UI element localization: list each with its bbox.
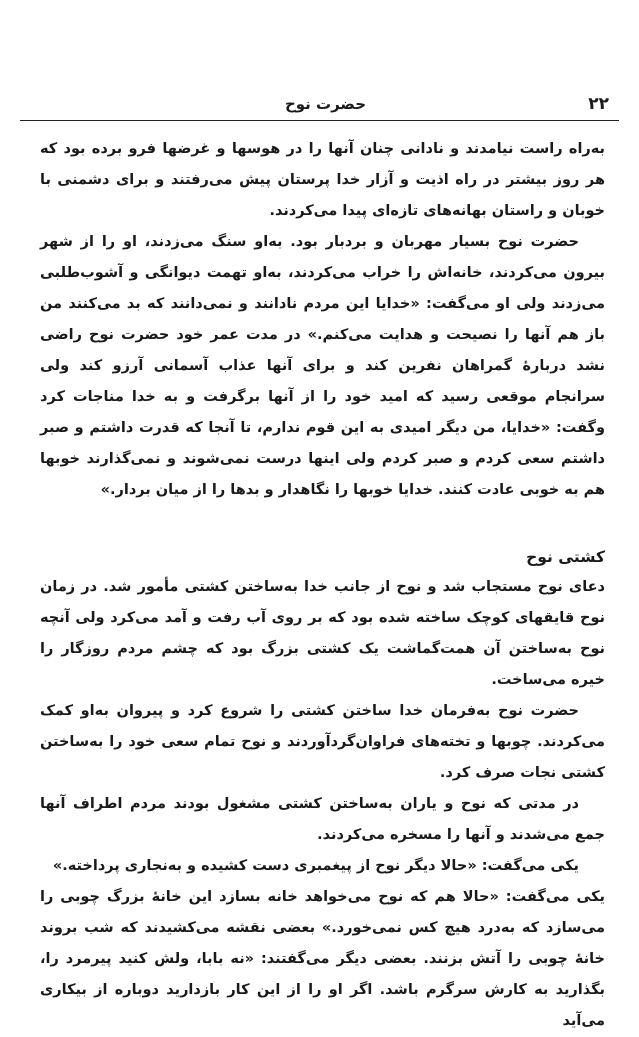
running-title: حضرت نوح bbox=[284, 95, 367, 113]
paragraph: یکی می‌گفت: «حالا دیگر نوح از پیغمبری دست کشیده و به‌نجاری پرداخته.» bbox=[52, 858, 579, 874]
running-head bbox=[42, 92, 609, 116]
paragraph: یکی می‌گفت: «حالا هم که نوح می‌خواهد خانه بسازد این خانهٔ بزرگ چوبی را می‌سازد که به‌درد هیچ کس نمی‌خورد.» بعضی نقشه می‌کشیدند که شب بروند خانهٔ چوبی را آتش بزنند. بعضی دیگر می‌گفتند: «نه بابا، ولش کنید پیرمرد را، بگذارید به کارش سرگرم باشد. اگر او را از این کار بازدارید دوباره از بیکاری می‌آید bbox=[40, 889, 605, 1029]
section-heading: کشتی نوح bbox=[526, 548, 605, 566]
page-number: ۲۲ bbox=[588, 94, 609, 114]
paragraph: در مدتی که نوح و یاران به‌ساختن کشتی مشغول بودند مردم اطراف آنها جمع می‌شدند و آنها را مسخره می‌کردند. bbox=[40, 796, 605, 843]
header-rule bbox=[20, 120, 619, 121]
body-text bbox=[40, 134, 605, 1037]
paragraph: حضرت نوح به‌فرمان خدا ساختن کشتی را شروع کرد و پیروان به‌او کمک می‌کردند. چوبها و تخته‌های فراوان‌گردآوردند و نوح تمام سعی خود را به‌ساختن کشتی نجات صرف کرد. bbox=[40, 703, 605, 781]
paragraph: دعای نوح مستجاب شد و نوح از جانب خدا به‌ساختن کشتی مأمور شد. در زمان نوح قایقهای کوچک ساخته شده بود که بر روی آب رفت و آمد می‌کرد ولی آنچه نوح به‌ساختن آن همت‌گماشت یک کشتی بزرگ بود که چشم مردم روزگار را خیره می‌ساخت. bbox=[40, 579, 605, 688]
paragraph: به‌راه راست نیامدند و نادانی چنان آنها را در هوسها و غرضها فرو برده بود که هر روز بیشتر در راه اذیت و آزار خدا پرستان پیش می‌رفتند و برای دشمنی با خوبان و راستان بهانه‌های تازه‌ای پیدا می‌کردند. bbox=[40, 141, 605, 219]
paragraph: حضرت نوح بسیار مهربان و بردبار بود. به‌او سنگ می‌زدند، او را از شهر بیرون می‌کردند، خانه‌اش را خراب می‌کردند، به‌او تهمت دیوانگی و آشوب‌طلبی می‌زدند ولی او می‌گفت: «خدایا این مردم نادانند و نمی‌دانند که بد می‌کنند من باز هم آنها را نصیحت و هدایت می‌کنم.» در مدت عمر خود حضرت نوح راضی نشد دربارهٔ گمراهان نفرین کند و برای آنها عذاب آسمانی آرزو کند ولی سرانجام موقعی رسید که امید خود را از آنها برگرفت و به خدا مناجات کرد وگفت: «خدایا، من دیگر امیدی به این قوم ندارم، تا آنجا که قدرت داشتم و صبر داشتم سعی کردم و صبر کردم ولی اینها درست نمی‌شوند و نمی‌گذارند خوبها هم به خوبی عادت کنند. خدایا خوبها را نگاهدار و بدها را از میان بردار.» bbox=[40, 234, 605, 498]
